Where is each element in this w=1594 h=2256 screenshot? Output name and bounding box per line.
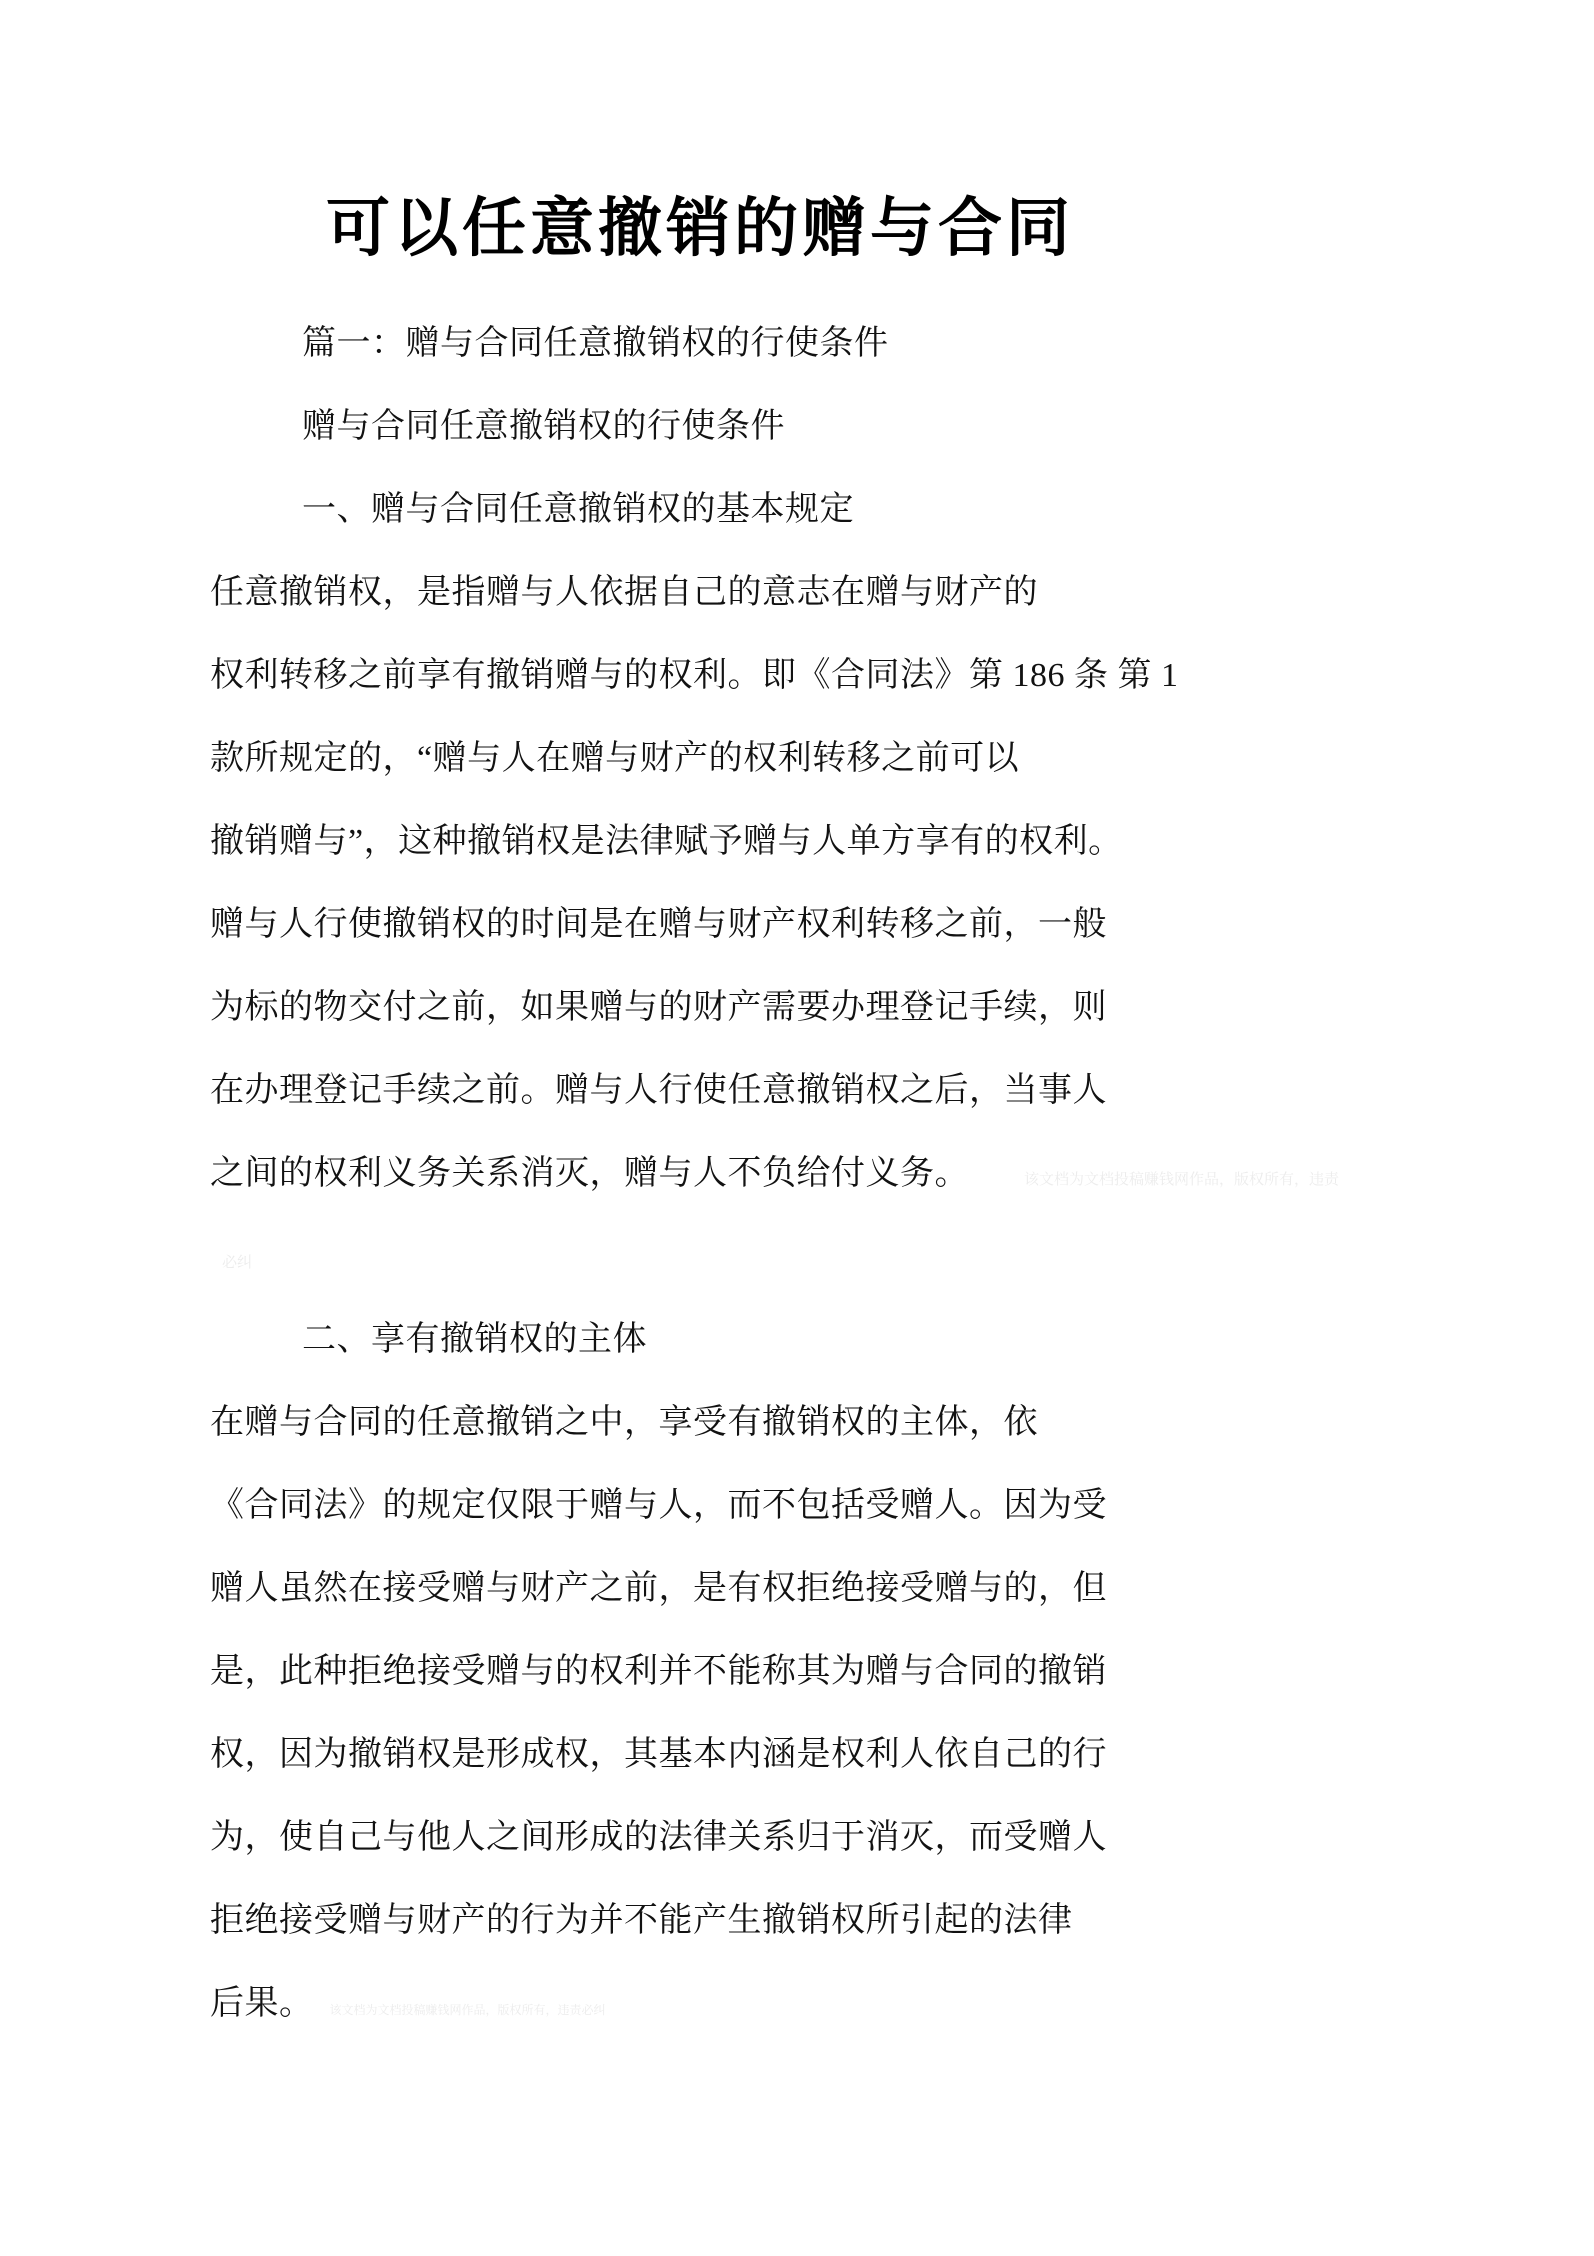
line-text: 在办理登记手续之前。赠与人行使任意撤销权之后，当事人 xyxy=(210,1072,1107,1109)
watermark-text: 该文档为文档投稿赚钱网作品，版权所有，违责必纠 xyxy=(329,2003,606,2017)
document-body xyxy=(210,302,1470,2045)
line-text: 拒绝接受赠与财产的行为并不能产生撤销权所引起的法律 xyxy=(210,1902,1073,1939)
line-text: 款所规定的，“赠与人在赠与财产的权利转移之前可以 xyxy=(210,740,1020,777)
document-line xyxy=(210,1879,1470,1962)
document-line xyxy=(210,1464,1470,1547)
line-text: 任意撤销权，是指赠与人依据自己的意志在赠与财产的 xyxy=(210,574,1038,611)
line-text: 二、享有撤销权的主体 xyxy=(302,1321,647,1358)
line-text: 一、赠与合同任意撤销权的基本规定 xyxy=(302,491,854,528)
document-line xyxy=(210,1049,1470,1132)
line-text: 为，使自己与他人之间形成的法律关系归于消灭，而受赠人 xyxy=(210,1819,1107,1856)
document-line xyxy=(210,1630,1470,1713)
line-text: 赠与人行使撤销权的时间是在赠与财产权利转移之前，一般 xyxy=(210,906,1107,943)
watermark-text: 该文档为文档投稿赚钱网作品，版权所有，违责 xyxy=(1024,1172,1340,1188)
document-line xyxy=(210,551,1470,634)
line-text: 撤销赠与”，这种撤销权是法律赋予赠与人单方享有的权利。 xyxy=(210,823,1123,860)
document-line xyxy=(210,1713,1470,1796)
line-text: 《合同法》的规定仅限于赠与人，而不包括受赠人。因为受 xyxy=(210,1487,1107,1524)
line-text: 篇一：赠与合同任意撤销权的行使条件 xyxy=(302,325,889,362)
document-line xyxy=(210,717,1470,800)
document-line xyxy=(210,1132,1470,1215)
document-line xyxy=(210,1381,1470,1464)
watermark-text: 必纠 xyxy=(222,1255,253,1271)
document-line xyxy=(210,385,1470,468)
document-line xyxy=(210,1298,1470,1381)
document-line xyxy=(210,1796,1470,1879)
document-line xyxy=(210,1962,1470,2045)
document-line xyxy=(210,883,1470,966)
document-line xyxy=(210,468,1470,551)
line-text: 赠与合同任意撤销权的行使条件 xyxy=(302,408,785,445)
line-text: 为标的物交付之前，如果赠与的财产需要办理登记手续，则 xyxy=(210,989,1107,1026)
document-title: 可以任意撤销的赠与合同 xyxy=(326,192,1074,264)
document-line xyxy=(210,302,1470,385)
document-line xyxy=(210,800,1470,883)
line-text: 是，此种拒绝接受赠与的权利并不能称其为赠与合同的撤销 xyxy=(210,1653,1107,1690)
document-line xyxy=(210,1215,1470,1298)
line-text: 之间的权利义务关系消灭，赠与人不负给付义务。 xyxy=(210,1155,969,1192)
document-line xyxy=(210,966,1470,1049)
line-text: 赠人虽然在接受赠与财产之前，是有权拒绝接受赠与的，但 xyxy=(210,1570,1107,1607)
line-text: 在赠与合同的任意撤销之中，享受有撤销权的主体，依 xyxy=(210,1404,1038,1441)
line-text: 后果。 xyxy=(210,1985,314,2022)
document-line xyxy=(210,1547,1470,1630)
line-text: 权，因为撤销权是形成权，其基本内涵是权利人依自己的行 xyxy=(210,1736,1107,1773)
document-line xyxy=(210,634,1470,717)
line-text: 权利转移之前享有撤销赠与的权利。即《合同法》第 186 条 第 1 xyxy=(210,657,1179,694)
